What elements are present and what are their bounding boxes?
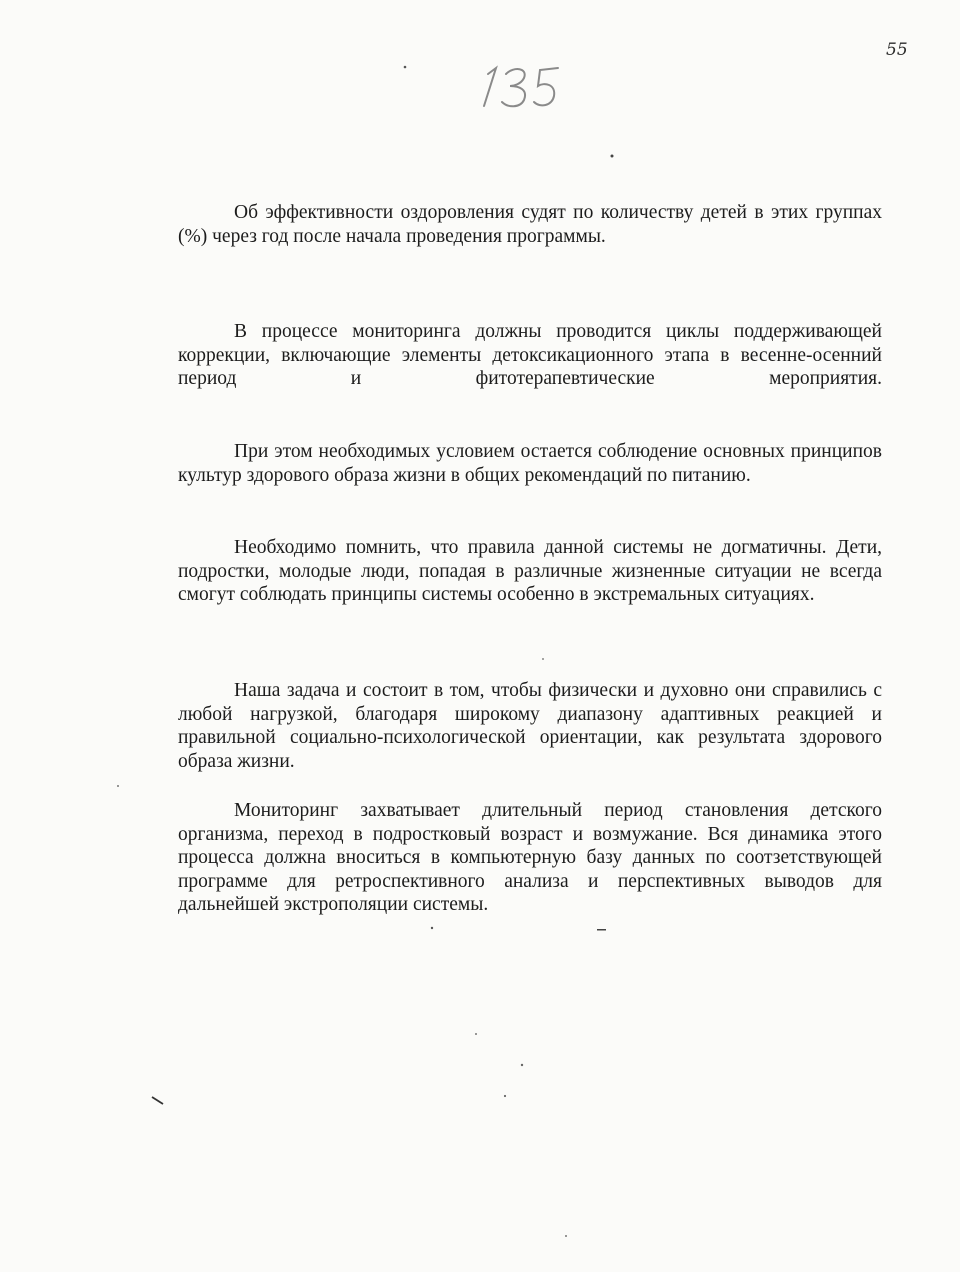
paragraph-5: Наша задача и состоит в том, чтобы физически и духовно они справились с любой нагрузкой, благодаря широкому диапазону адаптивных реакцией и правильной социально-психологической ориентации, как результата здорового образа жизни. — [178, 680, 882, 772]
paragraph-6: Мониторинг захватывает длительный период становления детского организма, переход в подростковый возраст и возмужание. Вся динамика этого процесса должна вноситься в компьютерную базу данных по соотзетствующей программе для ретроспективного анализа и перспективных выводов для дальнейшей экстрополяции системы. — [178, 800, 882, 915]
paragraph-4: Необходимо помнить, что правила данной системы не догматичны. Дети, подростки, молодые люди, попадая в различные жизненные ситуации не всегда смогут соблюдать принципы системы особенно в экстремальных ситуациях. — [178, 537, 882, 605]
paragraph-2: В процессе мониторинга должны проводится циклы поддерживающей коррекции, включающие элементы детоксикационного этапа в весенне-осенний период и фитотерапевтические мероприятия. — [178, 321, 882, 389]
paragraph-3: При этом необходимых условием остается соблюдение основных принципов культур здорового образа жизни в общих рекомендаций по питанию. — [178, 441, 882, 486]
paragraph-1: Об эффективности оздоровления судят по количеству детей в этих группах (%) через год после начала проведения программы. — [178, 202, 882, 247]
page-number: 55 — [886, 40, 908, 60]
handwritten-number — [474, 62, 570, 112]
